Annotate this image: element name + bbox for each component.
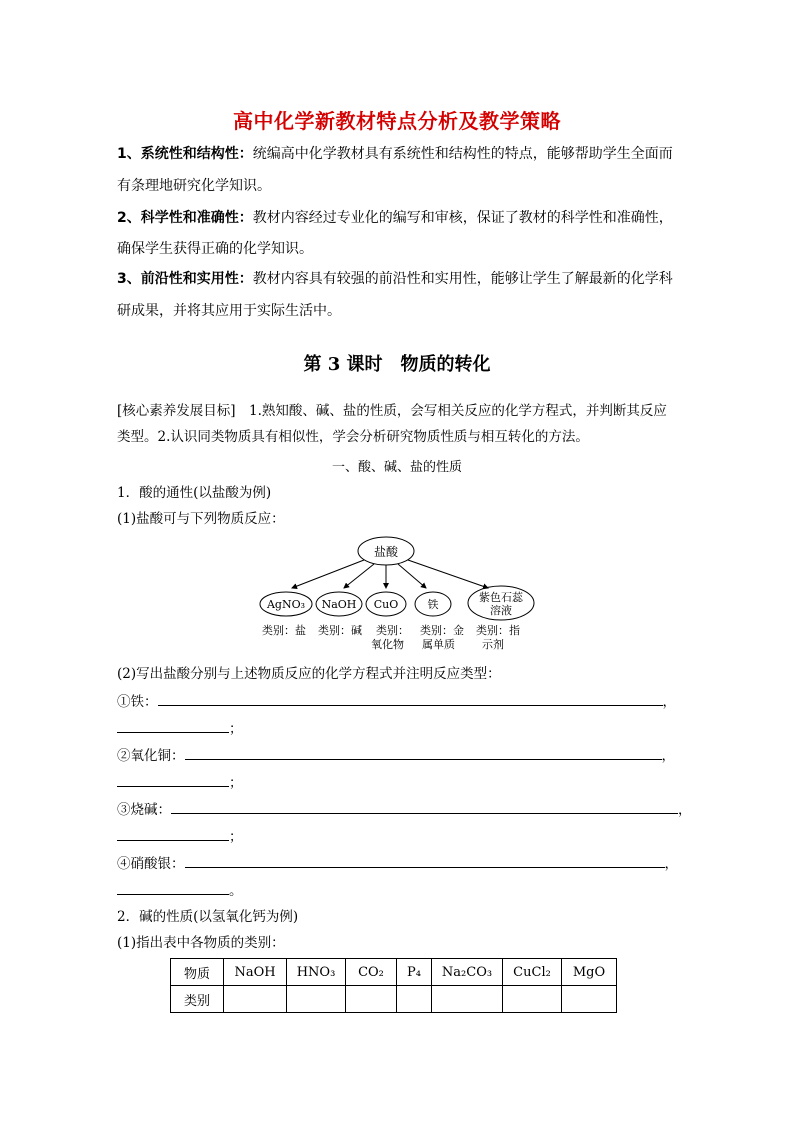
node-iron-label: 铁 xyxy=(427,598,439,611)
category-4-line-1: 类别：金 xyxy=(420,624,464,637)
feature-1-line-2: 有条理地研究化学知识。 xyxy=(117,178,271,194)
feature-3-line-2: 研成果，并将其应用于实际生活中。 xyxy=(117,303,341,319)
arrow-5 xyxy=(408,560,488,588)
feature-2-label: 2、科学性和准确性： xyxy=(117,210,253,226)
blank-iron-line-2 xyxy=(117,717,243,740)
blank-naoh-label: ③烧碱： xyxy=(117,802,171,818)
table-cell: NaOH xyxy=(224,959,287,986)
root-label: 盐酸 xyxy=(373,545,399,559)
category-5-line-2: 示剂 xyxy=(482,638,504,651)
feature-3-text: 教材内容具有较强的前沿性和实用性，能够让学生了解最新的化学科 xyxy=(252,271,673,287)
blank-iron-label: ①铁： xyxy=(117,694,158,710)
blank-naoh-line-2 xyxy=(117,825,243,848)
blank-agno3-line-1 xyxy=(117,852,678,875)
acid-reaction-diagram xyxy=(250,534,540,654)
base-heading: 2．碱的性质(以氢氧化钙为例) xyxy=(117,909,299,925)
blank-cuo-answer-2[interactable] xyxy=(117,771,229,787)
table-row xyxy=(171,986,617,1013)
feature-3-label: 3、前沿性和实用性： xyxy=(117,271,253,287)
table-cell: CO₂ xyxy=(346,959,397,986)
blank-agno3-label: ④硝酸银： xyxy=(117,856,185,872)
page-title: 高中化学新教材特点分析及教学策略 xyxy=(233,109,561,133)
blank-iron-answer-1[interactable] xyxy=(158,690,663,706)
blank-agno3-end-2: 。 xyxy=(229,883,243,899)
table-cell-blank[interactable] xyxy=(346,986,397,1013)
blank-cuo-answer-1[interactable] xyxy=(185,744,662,760)
feature-3-line-1 xyxy=(117,268,682,290)
node-naoh-label: NaOH xyxy=(321,598,357,611)
blank-cuo-end-1: ， xyxy=(661,748,675,764)
feature-2-line-2: 确保学生获得正确的化学知识。 xyxy=(117,241,313,257)
feature-2-text: 教材内容经过专业化的编写和审核，保证了教材的科学性和准确性， xyxy=(252,210,673,226)
node-litmus-label-2: 溶液 xyxy=(490,604,512,617)
goals-line-2: 类型。2.认识同类物质具有相似性，学会分析研究物质性质与相互转化的方法。 xyxy=(117,429,589,445)
category-5-line-1: 类别：指 xyxy=(476,624,520,637)
table-cell-blank[interactable] xyxy=(432,986,503,1013)
blank-iron-line-1 xyxy=(117,690,676,713)
node-litmus-label-1: 紫色石蕊 xyxy=(479,591,523,604)
blank-iron-end-2: ； xyxy=(229,721,243,737)
category-4-line-2: 属单质 xyxy=(422,638,455,651)
arrow-1 xyxy=(292,560,364,588)
table-cell: 物质 xyxy=(171,959,224,986)
acid-q1: (1)盐酸可与下列物质反应： xyxy=(117,511,285,527)
table-row xyxy=(171,959,617,986)
blank-naoh-line-1 xyxy=(117,798,692,821)
node-cuo-label: CuO xyxy=(373,598,399,611)
acid-q2: (2)写出盐酸分别与上述物质反应的化学方程式并注明反应类型： xyxy=(117,666,501,682)
table-cell: HNO₃ xyxy=(287,959,346,986)
section-title: 一、酸、碱、盐的性质 xyxy=(331,460,462,475)
table-cell: Na₂CO₃ xyxy=(432,959,503,986)
feature-1-label: 1、系统性和结构性： xyxy=(117,146,253,162)
node-agno3-label: AgNO₃ xyxy=(266,598,306,611)
goals-line-1: [核心素养发展目标] 1.熟知酸、碱、盐的性质，会写相关反应的化学方程式，并判断其反应 xyxy=(117,403,667,419)
category-1: 类别：盐 xyxy=(262,624,306,637)
table-cell-blank[interactable] xyxy=(397,986,432,1013)
blank-agno3-line-2 xyxy=(117,879,243,902)
blank-naoh-end-2: ； xyxy=(229,829,243,845)
table-cell: 类别 xyxy=(171,986,224,1013)
feature-2-line-1 xyxy=(117,207,682,229)
table-cell-blank[interactable] xyxy=(503,986,562,1013)
classification-table xyxy=(170,958,617,1013)
blank-cuo-end-2: ； xyxy=(229,775,243,791)
blank-iron-answer-2[interactable] xyxy=(117,717,229,733)
table-cell-blank[interactable] xyxy=(562,986,617,1013)
table-cell-blank[interactable] xyxy=(224,986,287,1013)
blank-agno3-answer-1[interactable] xyxy=(185,852,665,868)
lesson-title: 第 3 课时 物质的转化 xyxy=(303,354,491,375)
feature-1-line-1 xyxy=(117,143,682,165)
blank-naoh-answer-1[interactable] xyxy=(171,798,678,814)
blank-cuo-label: ②氧化铜： xyxy=(117,748,185,764)
category-3-line-2: 氧化物 xyxy=(371,638,404,651)
category-3-line-1: 类别： xyxy=(376,624,409,637)
blank-cuo-line-2 xyxy=(117,771,243,794)
category-2: 类别：碱 xyxy=(318,624,362,637)
blank-agno3-end-1: ， xyxy=(664,856,678,872)
blank-agno3-answer-2[interactable] xyxy=(117,879,229,895)
table-cell: CuCl₂ xyxy=(503,959,562,986)
table-cell: MgO xyxy=(562,959,617,986)
blank-naoh-answer-2[interactable] xyxy=(117,825,229,841)
feature-1-text: 统编高中化学教材具有系统性和结构性的特点，能够帮助学生全面而 xyxy=(252,146,673,162)
blank-cuo-line-1 xyxy=(117,744,675,767)
blank-iron-end-1: ， xyxy=(662,694,676,710)
blank-naoh-end-1: ， xyxy=(678,802,692,818)
arrow-2 xyxy=(344,564,374,588)
base-q1: (1)指出表中各物质的类别： xyxy=(117,935,285,951)
table-cell-blank[interactable] xyxy=(287,986,346,1013)
acid-heading: 1．酸的通性(以盐酸为例) xyxy=(117,485,272,501)
arrow-4 xyxy=(398,564,426,588)
table-cell: P₄ xyxy=(397,959,432,986)
